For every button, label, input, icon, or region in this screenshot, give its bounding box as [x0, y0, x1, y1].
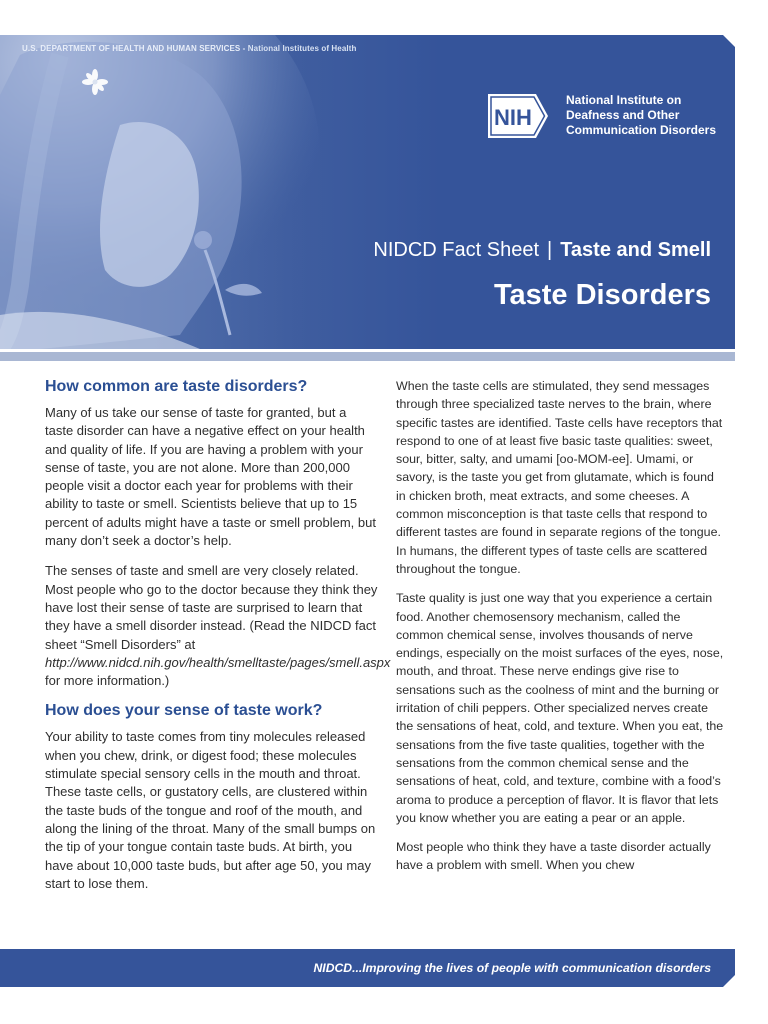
banner-corner-cut	[722, 35, 735, 48]
institute-name-line-2: Deafness and Other	[566, 108, 680, 122]
right-column	[396, 377, 726, 886]
footer-banner	[0, 949, 735, 987]
section-heading-prevalence: How common are taste disorders?	[45, 378, 308, 395]
series-name: NIDCD Fact Sheet	[373, 239, 539, 261]
footer-tagline: NIDCD...Improving the lives of people with communication disorders	[313, 961, 711, 975]
paragraph-chemical-sense: Taste quality is just one way that you experience a certain food. Another chemosensory mechanism, called the common chemical sense, involves thousands of nerve endings, especially on the moist surfaces of the eyes, nose, mouth, and throat. These nerve endings give rise to sensations such as the coolness of mint and the burning or irritation of chili peppers. Other specialized nerves create the sensations of heat, cold, and texture. When you eat, the sensations from the five taste qualities, together with the sensations from the common chemical sense and the sensations of heat, cold, and texture, combine with a food’s aroma to produce a perception of flavor. It is flavor that lets you know whether you are eating a pear or an apple.	[396, 591, 724, 825]
nih-logo-mark	[488, 94, 548, 138]
child-smelling-flower-photo	[0, 35, 340, 349]
series-category: Taste and Smell	[560, 239, 711, 261]
institute-name	[566, 93, 716, 138]
smell-disorders-link[interactable]: http://www.nidcd.nih.gov/health/smelltaste/pages/smell.aspx	[45, 654, 391, 670]
institute-name-line-1: National Institute on	[566, 93, 682, 107]
footer-corner-cut	[722, 974, 736, 988]
paragraph-taste-cells: When the taste cells are stimulated, they send messages through three specialized taste nerves to the brain, where specific tastes are identified. Taste cells have receptors that respond to one of at least five basic taste qualities: sweet, sour, bitter, salty, and umami [oo-MOM-ee]. Umami, or savory, is the taste you get from glutamate, which is found in chicken broth, meat extracts, and some cheeses. A common misconception is that taste cells that respond to different tastes are found in separate regions of the tongue. In humans, the different types of taste cells are scattered throughout the tongue.	[396, 379, 723, 576]
agency-name: National Institutes of Health	[247, 44, 357, 53]
paragraph-text: for more information.)	[45, 673, 170, 689]
nih-logo-text: NIH	[494, 104, 532, 130]
header-divider	[0, 352, 735, 361]
left-column	[45, 377, 391, 904]
department-name: U.S. DEPARTMENT OF HEALTH AND HUMAN SERVICES	[22, 44, 241, 53]
paragraph-smell-problem: Most people who think they have a taste disorder actually have a problem with smell. When you chew	[396, 840, 711, 873]
paragraph-taste-smell-relation	[45, 562, 391, 690]
nih-logo	[488, 93, 716, 138]
header-banner	[0, 35, 735, 349]
paragraph-prevalence: Many of us take our sense of taste for granted, but a taste disorder can have a negative effect on your health and quality of life. If you are having a problem with your sense of taste, you are not alone. More than 200,000 people visit a doctor each year for problems with their ability to taste or smell. Scientists believe that up to 15 percent of adults might have a taste or smell problem, but many don’t seek a doctor’s help.	[45, 405, 376, 549]
series-separator: |	[547, 239, 553, 261]
fact-sheet-series	[373, 239, 711, 262]
section-heading-how-taste-works: How does your sense of taste work?	[45, 702, 323, 720]
paragraph-taste-molecules: Your ability to taste comes from tiny molecules released when you chew, drink, or digest food; these molecules stimulate special sensory cells in the mouth and throat. These taste cells, or gustatory cells, are clustered within the taste buds of the tongue and roof of the mouth, and along the lining of the throat. Many of the small bumps on the tip of your tongue contain taste buds. At birth, you have about 10,000 taste buds, but after age 50, you may start to lose them.	[45, 729, 376, 891]
institute-name-line-3: Communication Disorders	[566, 123, 717, 137]
page-title: Taste Disorders	[493, 279, 711, 311]
paragraph-text: The senses of taste and smell are very closely related. Most people who go to the doctor because they think they have lost their sense of taste are surprised to learn that they have a smell disorder instead. (Read the NIDCD fact sheet “Smell Disorders” at	[45, 563, 378, 652]
hhs-department-line: U.S. DEPARTMENT OF HEALTH AND HUMAN SERVICES - National Institutes of Health	[22, 44, 357, 53]
